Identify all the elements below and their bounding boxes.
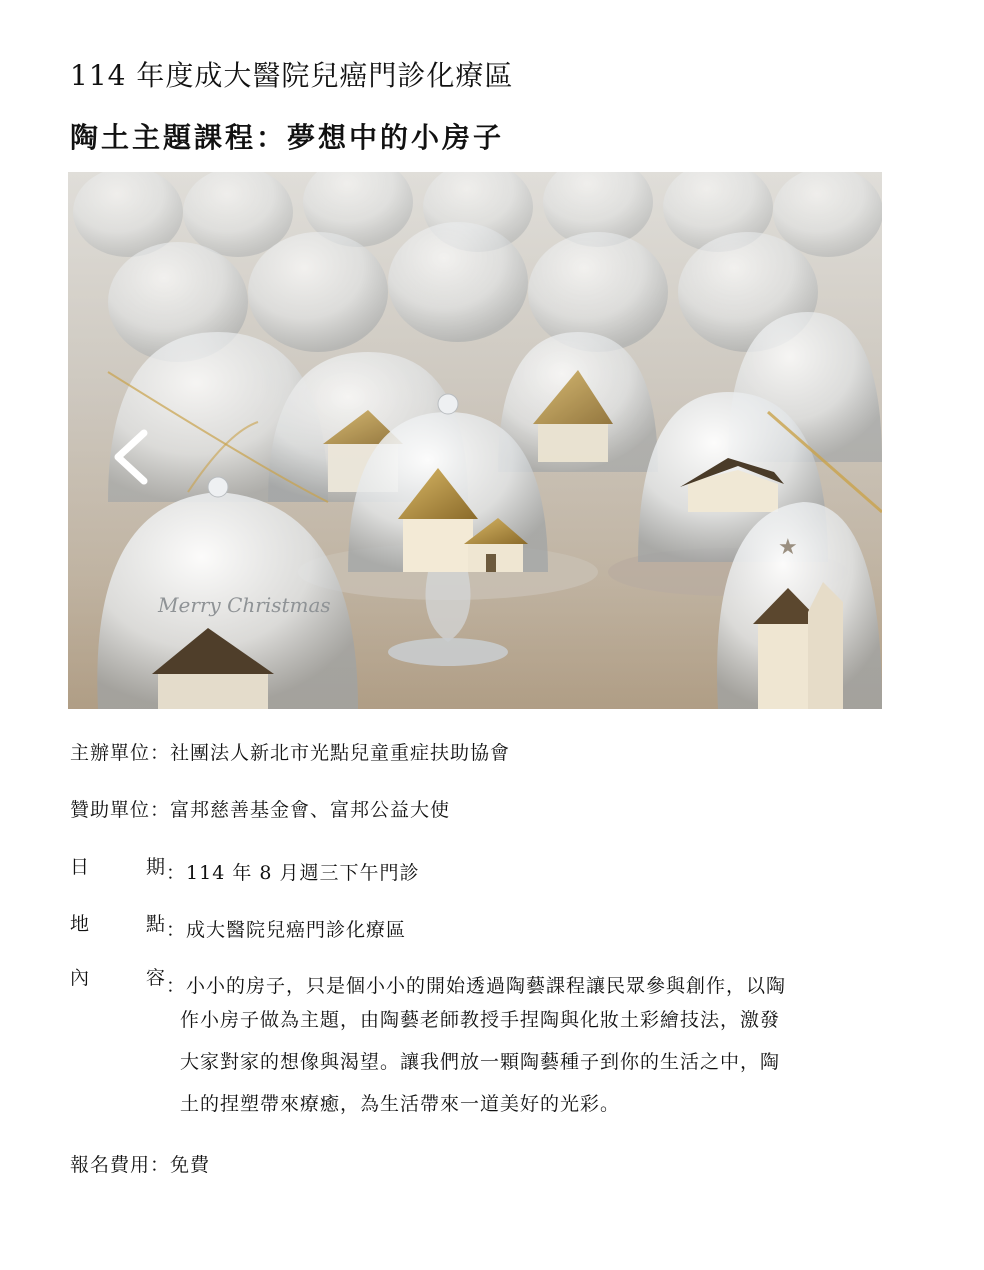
content-text-line: 小小的房子，只是個小小的開始透過陶藝課程讓民眾參與創作，以陶 [186,975,787,997]
fee-row [70,1150,210,1177]
location-row [70,909,406,942]
sponsor-row [70,795,450,822]
carousel-prev-button[interactable] [106,427,156,487]
organizer-value: 社團法人新北市光點兒童重症扶助協會 [170,742,511,764]
location-value: 成大醫院兒癌門診化療區 [186,919,407,941]
svg-text:★: ★ [778,535,798,560]
content-label: 內 容 [70,967,166,989]
event-photo [68,172,882,709]
content-colon: ： [166,975,187,997]
date-label: 日 期 [70,856,166,878]
sponsor-value: 富邦慈善基金會、富邦公益大使 [170,799,451,821]
content-line-4: 土的捏塑帶來療癒，為生活帶來一道美好的光彩。 [180,1093,621,1115]
glass-dome-illustration [68,172,882,709]
location-label: 地 點 [70,913,166,935]
date-row [70,852,420,885]
sponsor-colon: ： [150,799,171,821]
glass-text: Merry Christmas [158,593,331,617]
page-title: 114 年度成大醫院兒癌門診化療區 [70,59,514,92]
date-value: 114 年 8 月週三下午門診 [186,862,420,884]
sponsor-label: 贊助單位 [70,799,151,821]
location-colon: ： [166,919,187,941]
chevron-left-icon [106,427,156,487]
fee-value: 免費 [170,1154,211,1176]
date-colon: ： [166,862,187,884]
organizer-row [70,738,510,765]
content-line-1 [70,964,786,1006]
organizer-colon: ： [150,742,171,764]
fee-colon: ： [150,1154,171,1176]
content-line-3: 大家對家的想像與渴望。讓我們放一顆陶藝種子到你的生活之中，陶 [180,1051,781,1073]
content-section [70,964,786,1132]
fee-label: 報名費用 [70,1154,151,1176]
page-subtitle: 陶土主題課程：夢想中的小房子 [70,121,505,154]
content-line-2: 作小房子做為主題，由陶藝老師教授手捏陶與化妝土彩繪技法，激發 [180,1009,781,1031]
organizer-label: 主辦單位 [70,742,151,764]
